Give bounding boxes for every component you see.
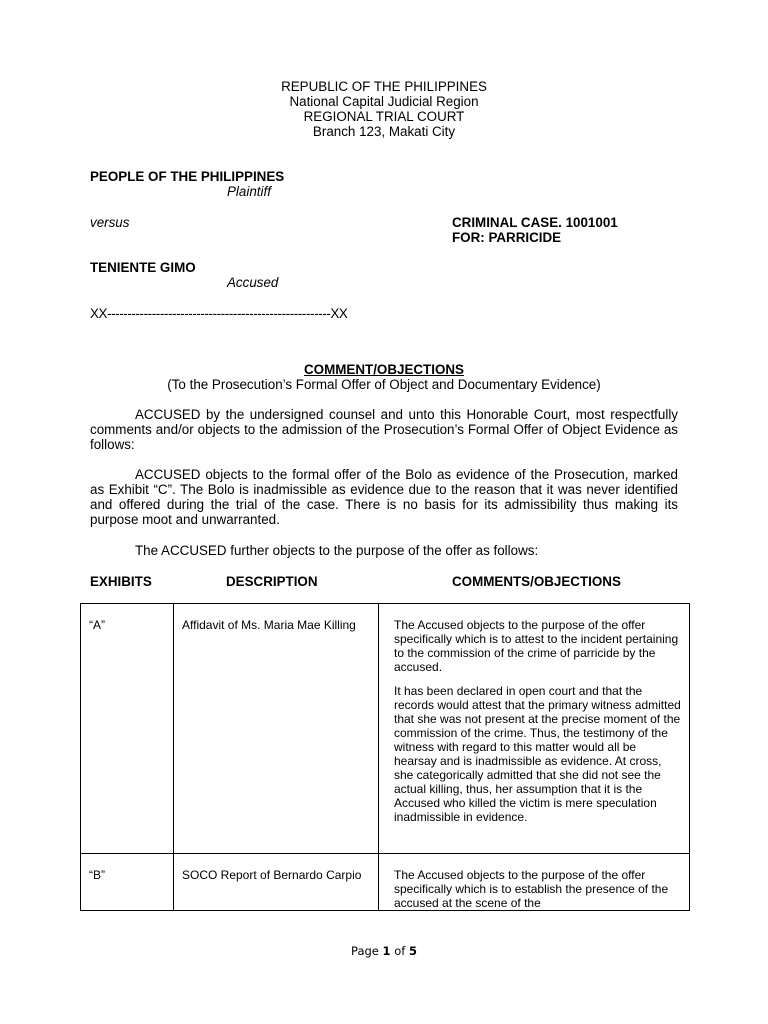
comment-cell (379, 854, 690, 911)
exhibit-description: SOCO Report of Bernardo Carpio (182, 868, 362, 882)
exhibit-cell (81, 604, 174, 854)
court-header-region: National Capital Judicial Region (289, 94, 479, 109)
document-title: COMMENT/OBJECTIONS (304, 362, 464, 377)
page-indicator (0, 944, 768, 958)
table-row (81, 604, 690, 854)
page-current: 1 (382, 944, 391, 958)
plaintiff-name: PEOPLE OF THE PHILIPPINES (90, 169, 285, 184)
column-header-exhibits: EXHIBITS (90, 574, 152, 589)
page-total: 5 (408, 944, 417, 958)
description-cell (174, 854, 379, 911)
column-header-comments: COMMENTS/OBJECTIONS (452, 574, 621, 589)
court-header-republic: REPUBLIC OF THE PHILIPPINES (281, 79, 487, 94)
page-label: Page (351, 944, 379, 958)
body-paragraph-2: ACCUSED objects to the formal offer of the Bolo as evidence of the Prosecution, marked as Exhibit “C”. The Bolo is inadmissible as evidence due to the reason that it was never identified and offered during the trial of the case. There is no basis for its admissibility thus making its purpose moot and unwarranted. (90, 467, 678, 527)
column-header-description: DESCRIPTION (226, 574, 318, 589)
body-paragraph-1: ACCUSED by the undersigned counsel and unto this Honorable Court, most respectfully comments and/or objects to the admission of the Prosecution’s Formal Offer of Object Evidence as follows: (90, 407, 678, 452)
exhibit-label: “A” (89, 618, 105, 632)
exhibit-cell (81, 854, 174, 911)
exhibit-description: Affidavit of Ms. Maria Mae Killing (182, 618, 356, 632)
caption-separator: XX-------------------------------------------------------XX (90, 306, 348, 321)
comment-paragraph: The Accused objects to the purpose of the offer specifically which is to attest to the incident pertaining to the commission of the crime of parricide by the accused. (394, 618, 679, 674)
accused-role: Accused (227, 275, 279, 290)
page-of-label: of (394, 944, 406, 958)
comment-paragraph: It has been declared in open court and that the records would attest that the primary witness admitted that she was not present at the precise moment of the commission of the crime. Thus, the testimony of the witness with regard to this matter would all be hearsay and is inadmissible as evidence. At cross, she categorically admitted that she did not see the actual killing, thus, her assumption that it is the Accused who killed the victim is mere speculation inadmissible in evidence. (394, 684, 681, 824)
case-for: FOR: PARRICIDE (452, 230, 562, 245)
table-row (81, 854, 690, 911)
court-header-court: REGIONAL TRIAL COURT (303, 109, 465, 124)
accused-name: TENIENTE GIMO (90, 260, 196, 275)
comment-paragraph: The Accused objects to the purpose of the offer specifically which is to establish the presence of the accused at the scene of the (394, 868, 669, 910)
exhibits-table (80, 603, 690, 911)
description-cell (174, 604, 379, 854)
document-subtitle: (To the Prosecution’s Formal Offer of Object and Documentary Evidence) (167, 377, 601, 392)
comment-cell (379, 604, 690, 854)
case-number: CRIMINAL CASE. 1001001 (452, 215, 618, 230)
plaintiff-role: Plaintiff (227, 184, 271, 199)
body-paragraph-3: The ACCUSED further objects to the purpose of the offer as follows: (135, 543, 539, 558)
court-header-branch: Branch 123, Makati City (312, 124, 456, 139)
versus-label: versus (90, 215, 130, 230)
exhibit-label: “B” (89, 868, 105, 882)
